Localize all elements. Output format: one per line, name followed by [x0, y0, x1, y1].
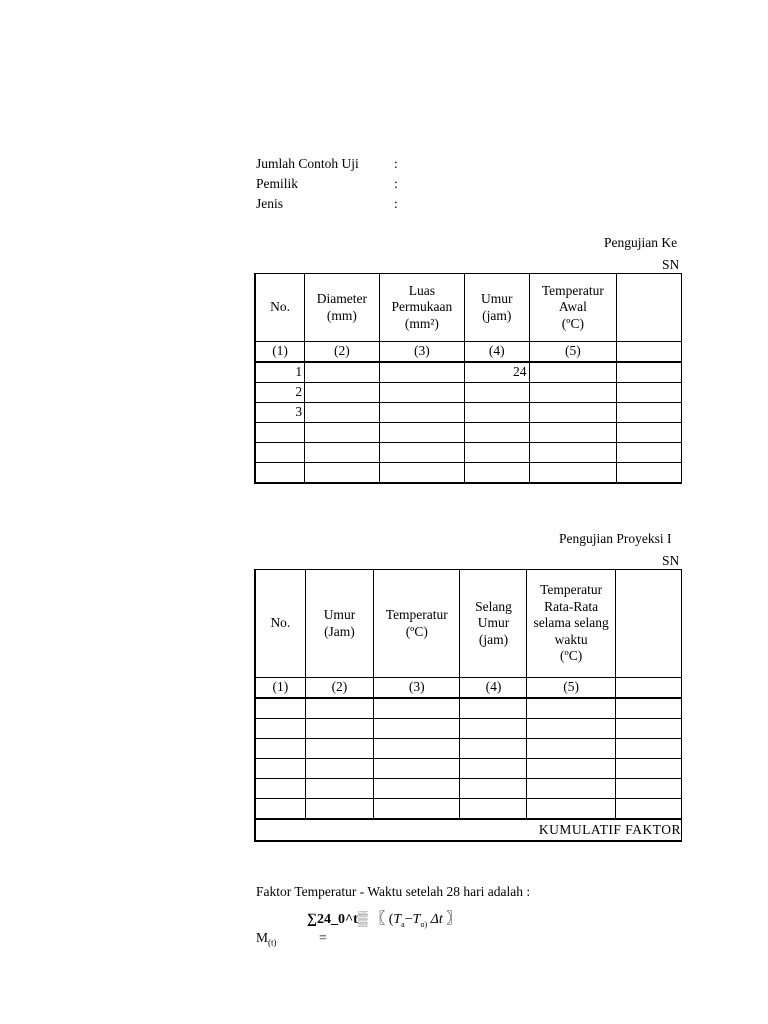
cell — [305, 383, 380, 403]
info-label: Jumlah Contoh Uji — [256, 156, 359, 171]
cell — [374, 719, 460, 739]
cell — [615, 799, 681, 820]
table-row — [255, 383, 682, 403]
header-text: Temperatur — [540, 582, 603, 598]
formula-box: ▒ — [357, 912, 368, 927]
cell — [374, 759, 460, 779]
table-pengujian — [254, 273, 682, 484]
header-text: Temperatur — [385, 607, 448, 622]
col-number: (4) — [460, 678, 527, 699]
cell — [374, 799, 460, 820]
formula-ta-sub: a — [401, 919, 405, 929]
formula-intro: Faktor Temperatur - Waktu setelah 28 hari adalah : — [256, 884, 531, 899]
col-number: (5) — [527, 678, 615, 699]
header-text: (jam) — [478, 631, 509, 647]
cell-umur — [465, 463, 529, 484]
cell — [374, 779, 460, 799]
cell — [379, 443, 464, 463]
info-colon: : — [394, 176, 398, 191]
table-row — [255, 698, 682, 719]
cell — [527, 799, 615, 820]
header-selang-umur — [460, 570, 527, 678]
header-text: (mm) — [326, 307, 357, 323]
cell — [305, 443, 380, 463]
formula-to: T — [412, 912, 421, 927]
col-number-cut — [617, 342, 682, 363]
info-block — [256, 154, 398, 214]
table-row — [255, 423, 682, 443]
header-text: Selang — [475, 598, 512, 614]
header-text: (Jam) — [324, 623, 355, 639]
cell — [255, 799, 305, 820]
cell — [305, 362, 380, 383]
cell — [255, 759, 305, 779]
cell-no: 1 — [255, 362, 305, 383]
cell — [527, 719, 615, 739]
cell — [305, 719, 373, 739]
cell — [379, 463, 464, 484]
cell — [529, 423, 617, 443]
header-umur — [465, 274, 529, 342]
cell — [617, 383, 682, 403]
cell — [305, 423, 380, 443]
info-label: Jenis — [256, 196, 283, 211]
cell — [460, 779, 527, 799]
cell-umur: 24 — [465, 362, 529, 383]
cell — [529, 463, 617, 484]
cell — [305, 463, 380, 484]
cell-umur — [465, 443, 529, 463]
header-luas — [379, 274, 464, 342]
equals-sign: = — [319, 930, 327, 945]
cell — [527, 759, 615, 779]
cell — [527, 698, 615, 719]
header-text: Umur — [323, 607, 356, 622]
header-text: (jam) — [482, 307, 512, 323]
col-number: (1) — [255, 342, 305, 363]
header-umur — [305, 570, 373, 678]
cell — [460, 739, 527, 759]
formula-expression — [307, 908, 460, 929]
header-no-text: No. — [270, 615, 291, 631]
cell — [617, 423, 682, 443]
header-cut — [615, 570, 681, 678]
table2-number-row — [255, 678, 682, 699]
cell — [615, 779, 681, 799]
cell-no: 2 — [255, 383, 305, 403]
cell — [527, 739, 615, 759]
table-proyeksi — [254, 569, 682, 842]
cell — [529, 403, 617, 423]
cell-umur — [465, 403, 529, 423]
cell — [529, 383, 617, 403]
header-text: waktu — [554, 631, 588, 647]
info-label: Pemilik — [256, 176, 299, 191]
cell — [460, 799, 527, 820]
table-row — [255, 463, 682, 484]
cell — [305, 779, 373, 799]
info-row-pemilik — [256, 174, 398, 194]
cell — [255, 739, 305, 759]
header-text: Luas — [408, 282, 436, 298]
header-text: Diameter — [316, 291, 368, 306]
cell — [379, 383, 464, 403]
kumulatif-row — [255, 819, 682, 841]
table1-title: Pengujian Ke — [604, 235, 678, 250]
formula-close: 〗 — [442, 912, 461, 927]
cell — [379, 403, 464, 423]
cell — [305, 799, 373, 820]
header-temperatur-rata — [527, 570, 615, 678]
cell — [617, 362, 682, 383]
header-text: (ºC) — [561, 315, 584, 331]
cell-no — [255, 463, 305, 484]
col-number: (3) — [379, 342, 464, 363]
table2-header-row — [255, 570, 682, 678]
cell — [529, 443, 617, 463]
formula-close-paren: ) — [424, 919, 428, 929]
header-temperatur-awal — [529, 274, 617, 342]
cell — [460, 698, 527, 719]
cell — [255, 698, 305, 719]
table-row — [255, 799, 682, 820]
cell — [615, 759, 681, 779]
cell — [617, 463, 682, 484]
header-text: Temperatur — [541, 282, 604, 298]
cell — [527, 779, 615, 799]
header-text: (mm²) — [404, 315, 439, 331]
header-text: selama selang — [533, 615, 609, 631]
cell — [460, 759, 527, 779]
col-number: (3) — [374, 678, 460, 699]
col-number: (5) — [529, 342, 617, 363]
cell — [255, 719, 305, 739]
cell — [617, 403, 682, 423]
formula-sum: ∑24_0^t — [307, 912, 358, 927]
table-row — [255, 362, 682, 383]
col-number: (2) — [305, 678, 373, 699]
cell — [379, 423, 464, 443]
formula-delta: Δ — [430, 912, 439, 927]
cell — [305, 739, 373, 759]
cell-umur — [465, 423, 529, 443]
table-row — [255, 719, 682, 739]
header-text: Permukaan — [391, 299, 453, 315]
kumulatif-label: KUMULATIF FAKTOR — [255, 819, 682, 841]
formula-to-sub: o — [420, 919, 425, 929]
formula-open: 〖 ( — [371, 912, 394, 927]
header-diameter — [305, 274, 380, 342]
cell-no: 3 — [255, 403, 305, 423]
col-number: (4) — [465, 342, 529, 363]
info-colon: : — [394, 156, 398, 171]
header-no — [255, 274, 305, 342]
cell — [615, 719, 681, 739]
table-row — [255, 779, 682, 799]
table2-title: Pengujian Proyeksi I — [559, 531, 672, 546]
cell-umur — [465, 383, 529, 403]
cell-no — [255, 423, 305, 443]
formula-minus: − — [404, 912, 413, 927]
cell — [255, 779, 305, 799]
cell — [374, 739, 460, 759]
table1-subtitle: SN — [662, 257, 680, 272]
cell — [305, 759, 373, 779]
header-no — [255, 570, 305, 678]
info-row-jenis — [256, 194, 398, 214]
table-row — [255, 739, 682, 759]
cell — [529, 362, 617, 383]
header-text: Umur — [477, 615, 510, 631]
table-row — [255, 443, 682, 463]
cell — [374, 698, 460, 719]
header-text: Awal — [558, 299, 587, 315]
formula-t: t — [438, 912, 443, 927]
mt-label-sub: (t) — [268, 937, 277, 948]
cell — [460, 719, 527, 739]
header-text: Umur — [481, 291, 513, 306]
col-number: (1) — [255, 678, 305, 699]
cell — [305, 698, 373, 719]
cell — [379, 362, 464, 383]
table-row — [255, 403, 682, 423]
mt-label-text: M — [256, 930, 269, 945]
table1-header-row — [255, 274, 682, 342]
cell — [615, 698, 681, 719]
mt-label — [256, 930, 277, 948]
header-text: (ºC) — [560, 648, 583, 664]
header-text: (ºC) — [405, 623, 428, 639]
col-number: (2) — [305, 342, 380, 363]
cell — [617, 443, 682, 463]
header-no-text: No. — [270, 299, 290, 315]
table2-subtitle: SN — [662, 553, 680, 568]
header-temperatur — [374, 570, 460, 678]
cell — [305, 403, 380, 423]
info-row-jumlah — [256, 154, 398, 174]
col-number-cut — [615, 678, 681, 699]
table-row — [255, 759, 682, 779]
cell — [615, 739, 681, 759]
table1-number-row — [255, 342, 682, 363]
header-cut — [617, 274, 682, 342]
header-text: Rata-Rata — [544, 598, 599, 614]
cell-no — [255, 443, 305, 463]
info-colon: : — [394, 196, 398, 211]
formula-ta: T — [393, 912, 402, 927]
